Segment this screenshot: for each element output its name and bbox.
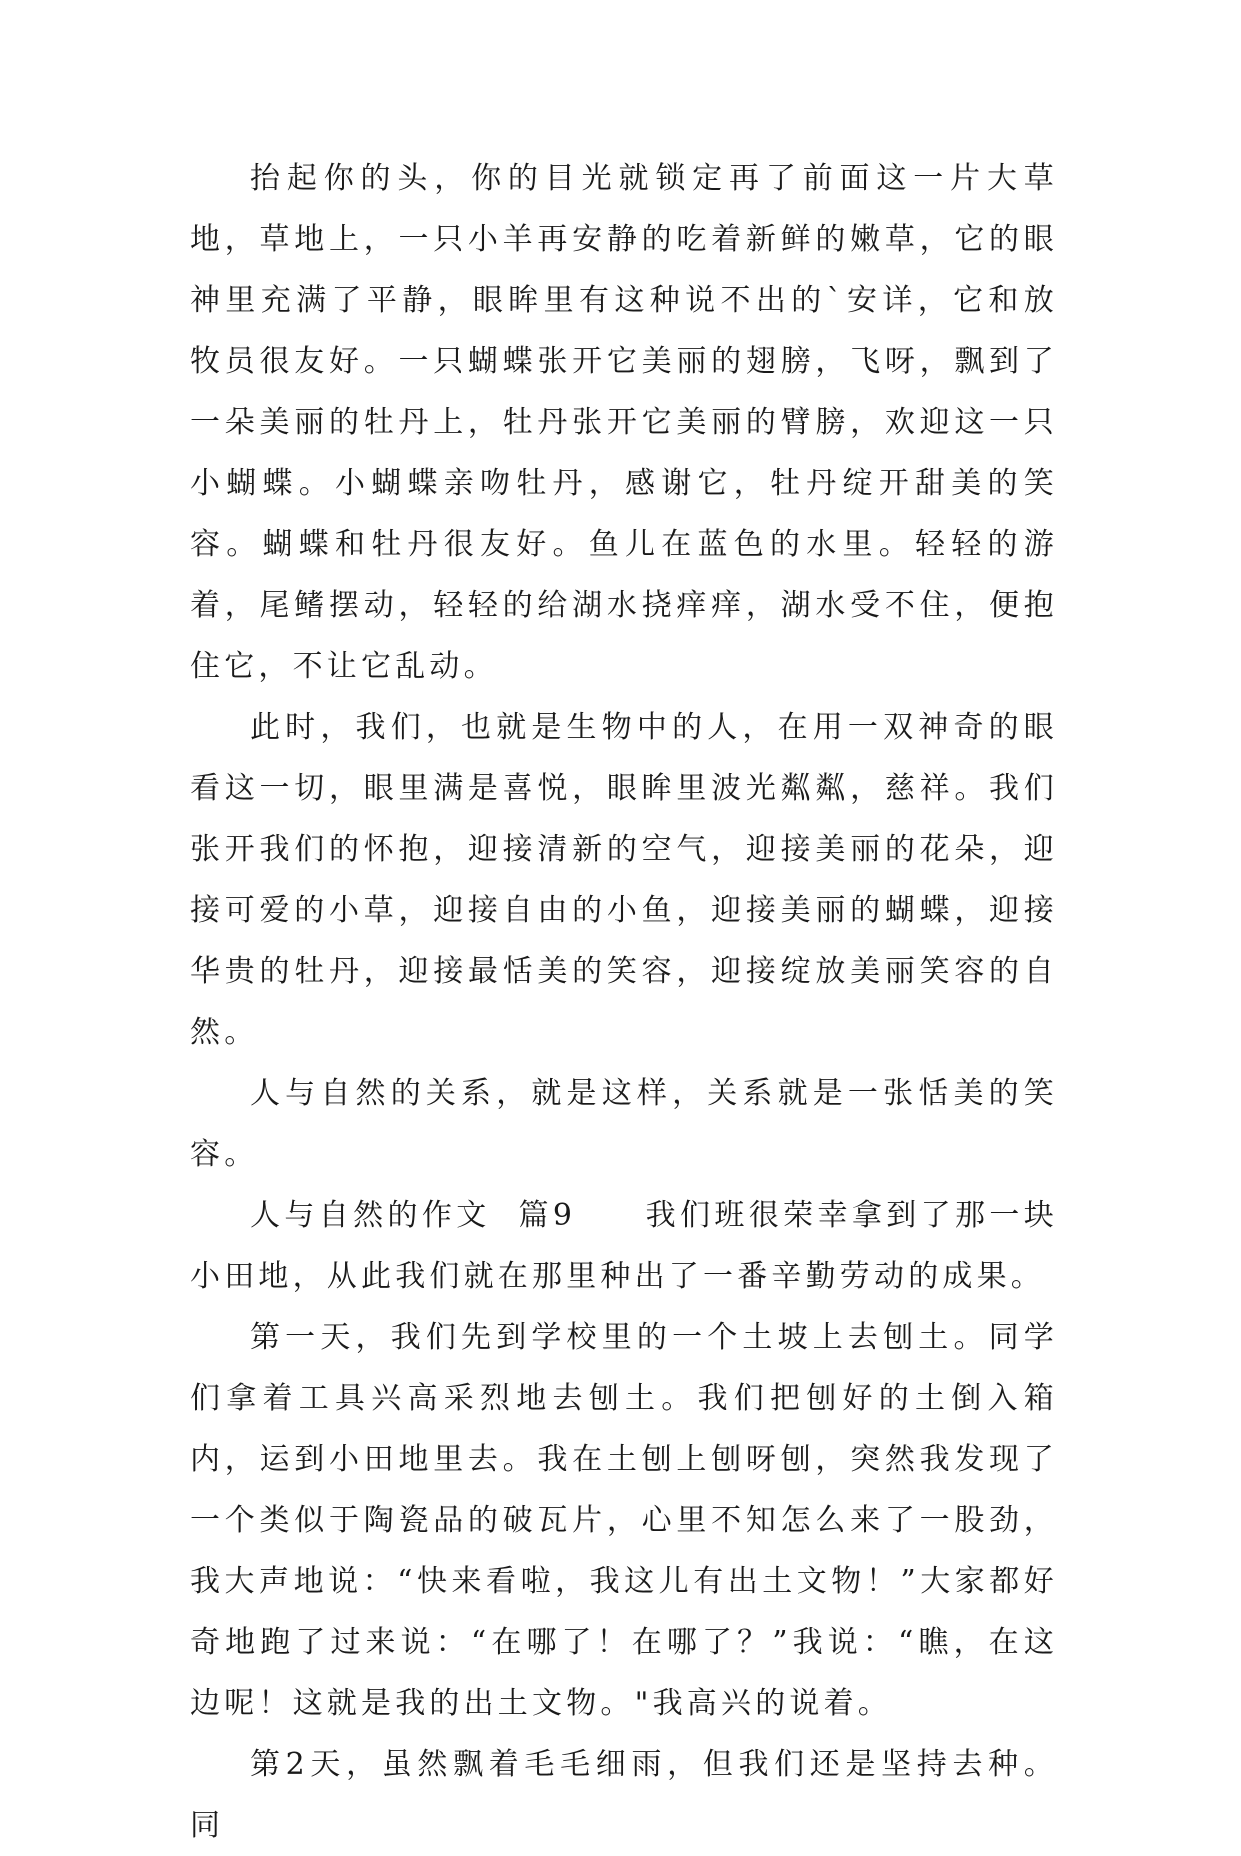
paragraph-1: 抬起你的头，你的目光就锁定再了前面这一片大草地，草地上，一只小羊再安静的吃着新鲜的嫩草，它的眼神里充满了平静，眼眸里有这种说不出的`安详，它和放牧员很友好。一只蝴蝶张开它美丽的翅膀，飞呀，飘到了一朵美丽的牡丹上，牡丹张开它美丽的臂膀，欢迎这一只小蝴蝶。小蝴蝶亲吻牡丹，感谢它，牡丹绽开甜美的笑容。蝴蝶和牡丹很友好。鱼儿在蓝色的水里。轻轻的游着，尾鳍摆动，轻轻的给湖水挠痒痒，湖水受不住，便抱住它，不让它乱动。 [190, 161, 1058, 684]
paragraph-3: 人与自然的关系，就是这样，关系就是一张恬美的笑容。 [190, 1076, 1058, 1172]
paragraph-6: 第2天，虽然飘着毛毛细雨，但我们还是坚持去种。同 [190, 1747, 1058, 1843]
document-page [190, 148, 1058, 1856]
paragraph-2: 此时，我们，也就是生物中的人，在用一双神奇的眼看这一切，眼里满是喜悦，眼眸里波光粼粼，慈祥。我们张开我们的怀抱，迎接清新的空气，迎接美丽的花朵，迎接可爱的小草，迎接自由的小鱼，迎接美丽的蝴蝶，迎接华贵的牡丹，迎接最恬美的笑容，迎接绽放美丽笑容的自然。 [190, 710, 1058, 1050]
paragraph-4: 人与自然的作文 篇9 我们班很荣幸拿到了那一块小田地，从此我们就在那里种出了一番辛勤劳动的成果。 [190, 1198, 1058, 1294]
paragraph-5: 第一天，我们先到学校里的一个土坡上去刨土。同学们拿着工具兴高采烈地去刨土。我们把刨好的土倒入箱内，运到小田地里去。我在土刨上刨呀刨，突然我发现了一个类似于陶瓷品的破瓦片，心里不知怎么来了一股劲，我大声地说：“快来看啦，我这儿有出土文物！”大家都好奇地跑了过来说：“在哪了！在哪了？”我说：“瞧，在这边呢！这就是我的出土文物。"我高兴的说着。 [190, 1320, 1058, 1721]
